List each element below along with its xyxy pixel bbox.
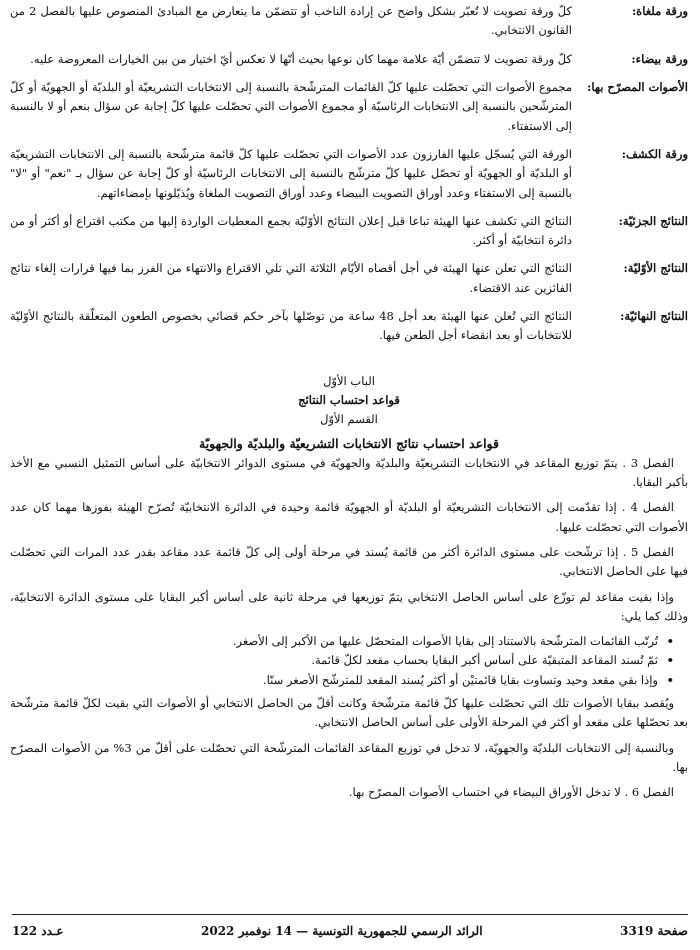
article-4: الفصل 4 . إذا تقدّمت إلى الانتخابات التشريعيّة أو البلديّة أو الجهويّة قائمة وحيدة في الدائرة الانتخابيّة تُصرّح الهيئة بفوزها مهما كان عدد الأصوات التي تحصّلت عليها. — [10, 500, 688, 534]
definition-term: النتائج النهائيّة: — [620, 309, 688, 324]
article-5-remainder-intro: وإذا بقيت مقاعد لم توزّع على أساس الحاصل الانتخابي يتمّ توزيعها في مرحلة ثانية على أساس أكبر البقايا على مستوى الدائرة الانتخابيّة، وذلك كما يلي: — [10, 589, 688, 623]
article-5: الفصل 5 . إذا ترشّحت على مستوى الدائرة أكثر من قائمة يُسند في مرحلة أولى إلى كلّ قائمة عدد مقاعد بقدر عدد المرات التي تحصّلت فيها على الحاصل الانتخابي. — [10, 544, 688, 579]
footer-page-number: صفحة 3319 — [619, 924, 688, 938]
page-footer — [12, 914, 688, 941]
definition-item — [10, 212, 688, 251]
definition-text: كلّ ورقة تصويت لا تُعبّر بشكل واضح عن إرادة الناخب أو تتضمّن ما يتعارض مع المبادئ المنصوص عليها بالفصل 2 من القانون الانتخابي. — [10, 4, 572, 38]
article-6: الفصل 6 . لا تدخل الأوراق البيضاء في احتساب الأصوات المصرّح بها. — [348, 785, 674, 800]
definition-term: النتائج الجزئيّة: — [618, 213, 688, 228]
definition-text: مجموع الأصوات التي تحصّلت عليها كلّ القائمات المترشّحة بالنسبة إلى الانتخابات التشريعيّة أو البلديّة أو الجهويّة أو كلّ المترشّحين بالنسبة إلى الانتخابات الرئاسيّة أو مجموع الأصوات التي تحصّلت عليها كلّ إجابة عن سؤال بنعم أو لا بالنسبة إلى الاستفتاء. — [10, 79, 572, 133]
definition-text: الورقة التي يُسجّل عليها الفارزون عدد الأصوات التي تحصّلت عليها كلّ قائمة مترشّحة بالنسبة إلى الانتخابات التشريعيّة أو البلديّة أو الجهويّة أو تحصّل عليها كلّ مترشّح بالنسبة إلى الانتخابات الرئاسيّة أو كلّ إجابة عن سؤال بـ "نعم" أو "لا" بالنسبة إلى الاستفتاء وعدد أوراق التصويت البيضاء وعدد أوراق التصويت الملغاة ويُذيّلونها بإمضاءاتهم. — [10, 146, 572, 200]
definition-term: ورقة ملغاة: — [631, 4, 688, 18]
definitions-list — [10, 2, 688, 346]
articles-body — [10, 454, 688, 803]
definition-text: النتائج التي تعلن عنها الهيئة في أجل أقصاه الأيّام الثلاثة التي تلي الاقتراع والانتهاء من الفرز بما فيها قرارات إلغاء نتائج الفائزين عند الاقتضاء. — [10, 261, 572, 295]
remainder-definition: ويُقصد ببقايا الأصوات تلك التي تحصّلت عليها كلّ قائمة مترشّحة وكانت أقلّ من الحاصل الانتخابي أو الأصوات التي بقيت لكلّ قائمة مترشّحة بعد تحصّلها على مقعد أو أكثر في المرحلة الأولى على أساس الحاصل الانتخابي. — [10, 696, 688, 730]
list-item: • ثمّ تُسند المقاعد المتبقيّة على أساس أكبر البقايا بحساب مقعد لكلّ قائمة. — [10, 651, 658, 670]
definition-text: كلّ ورقة تصويت لا تتضمّن أيّة علامة مهما كان نوعها بحيث أنّها لا تعكس أيّ اختيار من بين الخيارات المعروضة عليه. — [30, 51, 572, 66]
section-heading: القسم الأوّل — [320, 412, 378, 427]
section-title: قواعد احتساب نتائج الانتخابات التشريعيّة والبلديّة والجهويّة — [199, 435, 499, 451]
list-item: • تُرتّب القائمات المترشّحة بالاستناد إلى بقايا الأصوات المتحصّل عليها من الأكبر إلى الأصغر. — [10, 632, 658, 651]
article-3: الفصل 3 . يتمّ توزيع المقاعد في الانتخابات التشريعيّة والبلديّة والجهويّة في مستوى الدوائر الانتخابيّة على أساس التمثيل النسبي مع الأخذ بأكبر البقايا. — [10, 455, 688, 489]
definition-item — [10, 2, 688, 41]
definition-text: النتائج التي تكشف عنها الهيئة تباعا قبل إعلان النتائج الأوّليّة بجمع المعطيات الواردة إليها من مكتب اقتراع أو أكثر أو من دائرة انتخابيّة أو أكثر. — [10, 213, 572, 248]
definition-item — [10, 307, 688, 346]
definition-term: ورقة بيضاء: — [631, 51, 688, 66]
book-title: قواعد احتساب النتائج — [298, 393, 400, 407]
definition-item — [10, 78, 688, 136]
remainder-steps-list — [10, 632, 688, 690]
list-item: • وإذا بقي مقعد وحيد وتساوت بقايا قائمتيْن أو أكثر يُسند المقعد للمترشّح الأصغر سنّا. — [10, 671, 658, 690]
definition-term: الأصوات المصرّح بها: — [587, 79, 688, 94]
footer-journal-title: الرائد الرسمي للجمهورية التونسية — 14 نوفمبر 2022 — [201, 924, 483, 938]
definition-text: النتائج التي تُعلن عنها الهيئة بعد أجل 48 ساعة من توصّلها بآخر حكم قضائي بخصوص الطعون المتعلّقة بالنتائج الأوّليّة للانتخابات أو بعد انقضاء أجل الطعن فيها. — [10, 309, 572, 343]
book-heading: الباب الأوّل — [323, 373, 375, 388]
definition-item — [10, 259, 688, 298]
definition-item — [10, 145, 688, 203]
definition-term: ورقة الكشف: — [621, 146, 688, 161]
threshold-paragraph: وبالنسبة إلى الانتخابات البلديّة والجهويّة، لا تدخل في توزيع المقاعد القائمات المترشّحة التي تحصّلت على أقلّ من 3% من الأصوات المصرّح بها. — [10, 740, 688, 774]
definition-term: النتائج الأوّليّة: — [623, 261, 688, 276]
footer-issue-number: عـدد 122 — [12, 924, 64, 938]
definition-item — [10, 50, 688, 69]
